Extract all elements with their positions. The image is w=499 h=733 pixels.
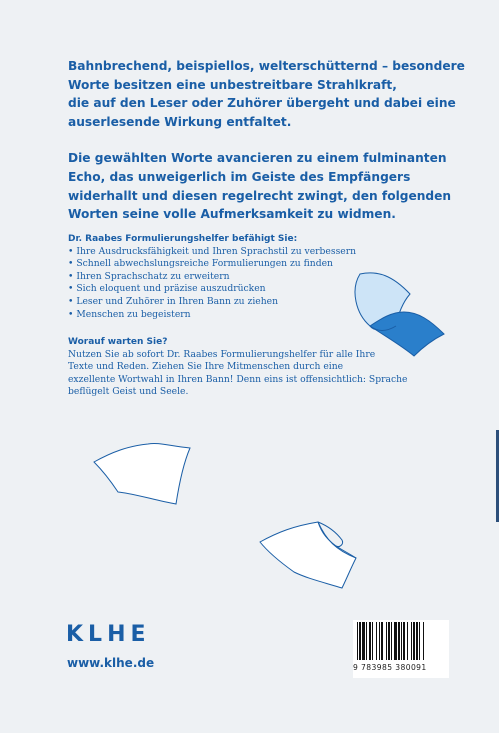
intro-text [68,57,468,224]
call-to-action-line: Nutzen Sie ab sofort Dr. Raabes Formulierungshelfer für alle Ihre [68,348,376,360]
intro-line: Worten seine volle Aufmerksamkeit zu widmen. [68,207,396,222]
benefit-item: • Schnell abwechslungsreiche Formulierungen zu finden [68,258,428,271]
intro-line: Echo, das unweigerlich im Geiste des Empfängers [68,169,411,184]
floating-sheet-illustration [88,440,194,510]
benefit-item: • Menschen zu begeistern [68,309,428,322]
intro-line: Die gewählten Worte avancieren zu einem fulminanten [68,151,447,166]
intro-line: Bahnbrechend, beispiellos, welterschütternd – besondere [68,59,465,73]
intro-line: widerhallt und diesen regelrecht zwingt, den folgenden [68,188,452,203]
publisher-logo: KLHE [66,622,151,647]
benefit-item: • Ihre Ausdrucksfähigkeit und Ihren Sprachstil zu verbessern [68,246,428,259]
benefit-item: • Sich eloquent und präzise auszudrücken [68,283,428,296]
folded-sheet-illustration [256,510,366,590]
intro-paragraph-2 [68,149,468,223]
intro-line: Worte besitzen eine unbestreitbare Strahlkraft, [68,77,397,92]
call-to-action-line: Texte und Reden. Ziehen Sie Ihre Mitmenschen durch eine [68,361,344,373]
intro-line: die auf den Leser oder Zuhörer übergeht und dabei eine [68,96,456,111]
benefits-heading: Dr. Raabes Formulierungshelfer befähigt Sie: [68,234,298,244]
benefit-item: • Ihren Sprachschatz zu erweitern [68,271,428,284]
call-to-action-line: exzellente Wortwahl in Ihren Bann! Denn eins ist offensichtlich: Sprache [68,373,408,385]
isbn-number: 9 783985 380091 [353,663,427,672]
call-to-action-heading: Worauf warten Sie? [68,337,168,347]
benefit-item: • Leser und Zuhörer in Ihren Bann zu ziehen [68,296,428,309]
barcode-bars [353,620,449,662]
curled-paper-illustration [348,268,448,358]
intro-line: auserlesende Wirkung entfaltet. [68,114,292,129]
intro-paragraph-1 [68,57,468,131]
call-to-action-line: beflügelt Geist und Seele. [68,386,189,398]
publisher-website-link[interactable]: www.klhe.de [67,656,155,670]
